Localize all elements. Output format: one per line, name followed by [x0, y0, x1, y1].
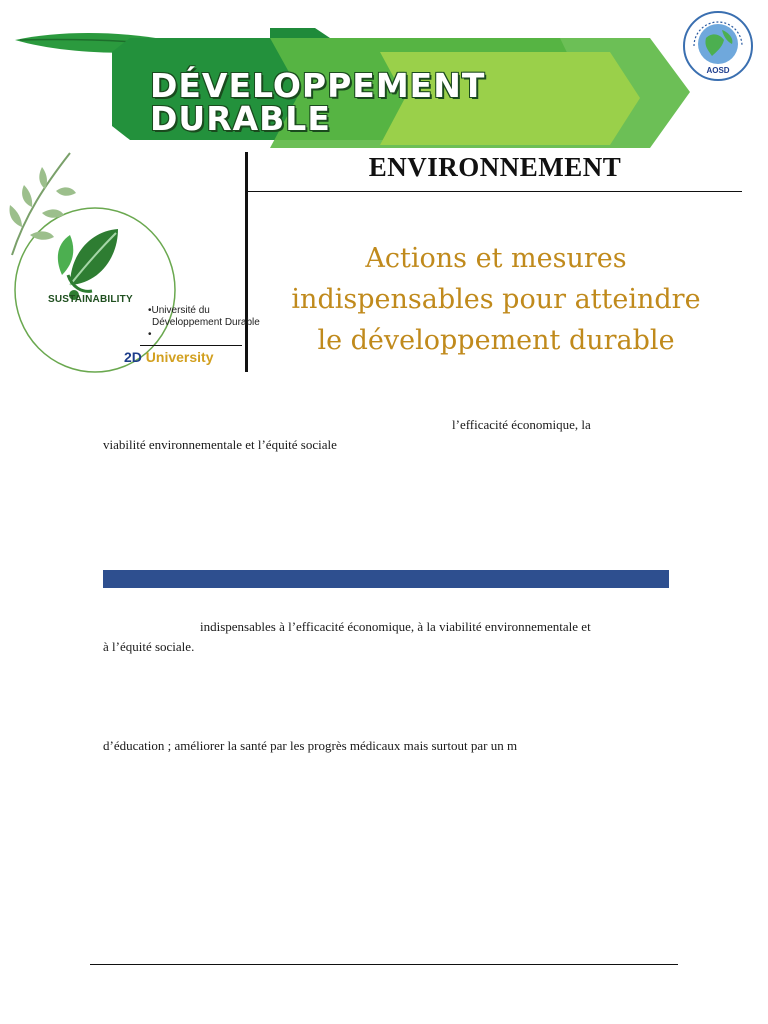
page-title — [250, 238, 742, 361]
university-name-line: •Université du — [148, 305, 210, 316]
university-brand-suffix: University — [141, 349, 214, 365]
page-title-line: indispensables pour atteindre — [291, 284, 701, 315]
section-divider — [248, 191, 742, 192]
header-banner — [0, 0, 768, 160]
paragraph-line: à l’équité sociale. — [103, 639, 195, 654]
paragraph-line: d’éducation ; améliorer la santé par les progrès médicaux mais surtout par un m — [103, 738, 518, 753]
footer-divider — [90, 964, 678, 965]
logo-divider — [140, 345, 242, 346]
page-title-line: Actions et mesures — [365, 243, 627, 274]
university-name-line: Développement Durable — [152, 317, 260, 328]
paragraph-line: l’efficacité économique, la — [452, 417, 591, 432]
university-brand — [124, 349, 214, 365]
vertical-divider — [245, 152, 248, 372]
sustainability-leaf-icon — [0, 145, 245, 375]
paragraph-line: viabilité environnementale et l’équité sociale — [103, 437, 337, 452]
section-bar — [103, 570, 669, 588]
aosd-emblem — [682, 10, 754, 82]
banner-title-line1: DÉVELOPPEMENT — [150, 66, 486, 105]
university-name-line: • — [148, 329, 152, 340]
page-title-line: le développement durable — [317, 325, 675, 356]
banner-title-line2: DURABLE — [150, 99, 331, 138]
sustainability-logo — [0, 145, 245, 375]
paragraph-line: indispensables à l’efficacité économique, à la viabilité environnementale et — [200, 619, 591, 634]
sustainability-label: SUSTAINABILITY — [48, 294, 133, 305]
university-brand-prefix: 2D — [124, 349, 142, 365]
emblem-text: AOSD — [706, 66, 730, 75]
section-title: ENVIRONNEMENT — [368, 152, 622, 182]
